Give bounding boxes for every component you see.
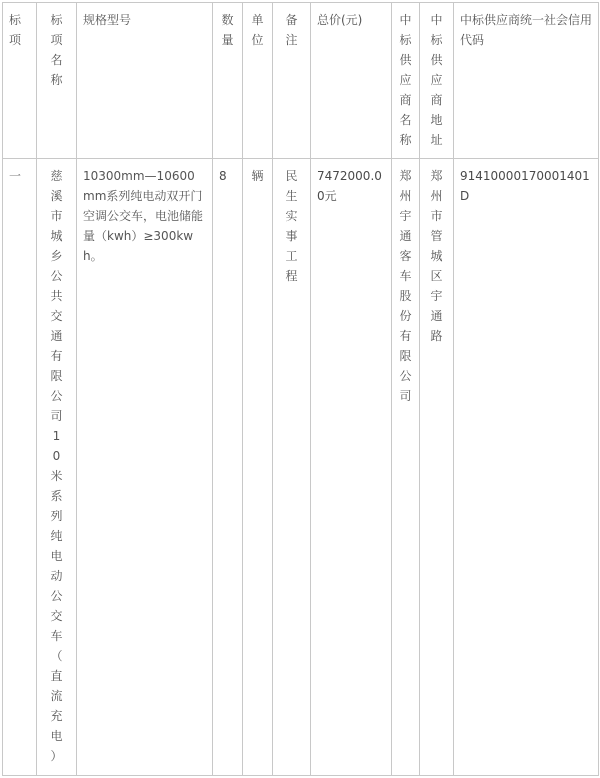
cell-unit: 辆 — [243, 159, 273, 776]
header-unit: 单位 — [243, 3, 273, 159]
cell-supplier-name: 郑州宇通客车股份有限公司 — [392, 159, 420, 776]
header-item: 标项 — [3, 3, 37, 159]
header-credit-code: 中标供应商统一社会信用代码 — [454, 3, 599, 159]
cell-item-name: 慈溪市城乡公共交通有限公司10米系列纯电动公交车（直流充电） — [37, 159, 77, 776]
header-item-name: 标项名称 — [37, 3, 77, 159]
cell-item: 一 — [3, 159, 37, 776]
header-quantity: 数量 — [213, 3, 243, 159]
table-row — [3, 159, 599, 776]
cell-note: 民生实事工程 — [273, 159, 311, 776]
header-note: 备注 — [273, 3, 311, 159]
header-total-price: 总价(元) — [311, 3, 392, 159]
header-row — [3, 3, 599, 159]
cell-supplier-address: 郑州市管城区宇通路 — [420, 159, 454, 776]
header-supplier-address: 中标供应商地址 — [420, 3, 454, 159]
header-supplier-name: 中标供应商名称 — [392, 3, 420, 159]
cell-total-price: 7472000.00元 — [311, 159, 392, 776]
cell-credit-code: 91410000170001401D — [454, 159, 599, 776]
cell-spec: 10300mm—10600mm系列纯电动双开门空调公交车，电池储能量（kwh）≥300kwh。 — [77, 159, 213, 776]
award-table — [2, 2, 599, 776]
cell-quantity: 8 — [213, 159, 243, 776]
header-spec: 规格型号 — [77, 3, 213, 159]
